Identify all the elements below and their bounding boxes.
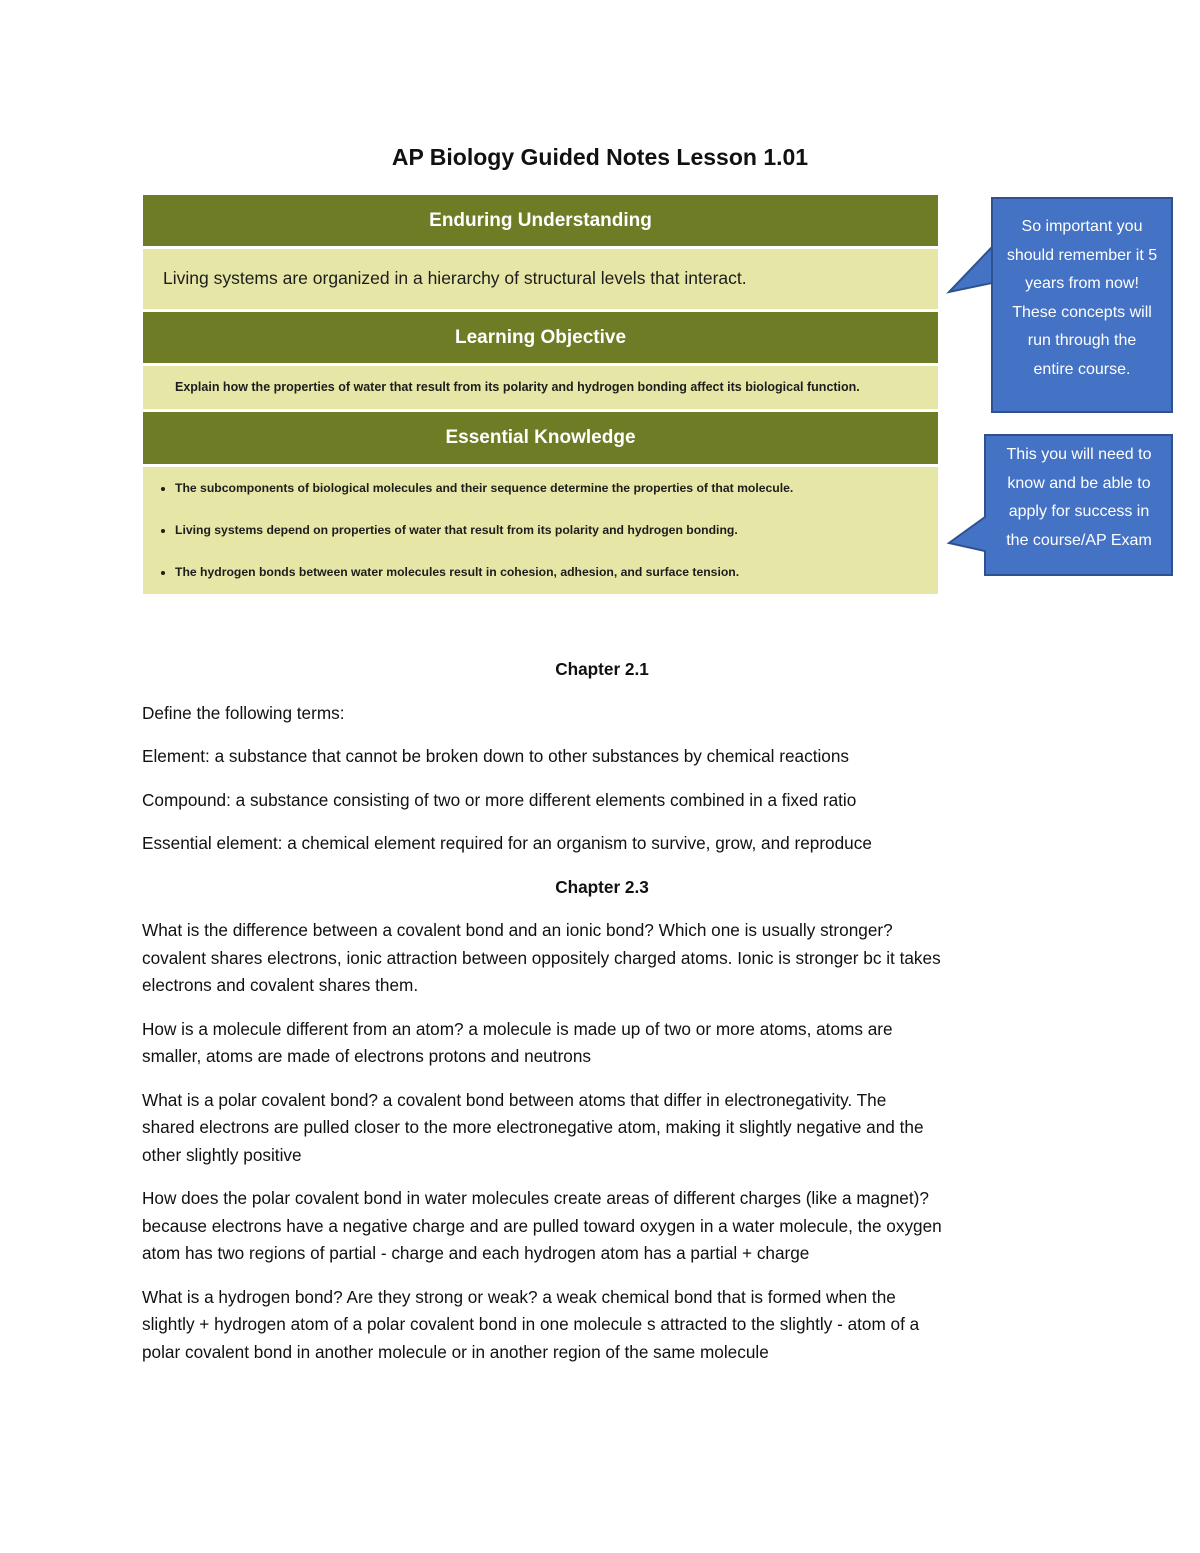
enduring-understanding-heading: Enduring Understanding bbox=[143, 195, 938, 249]
importance-callout bbox=[945, 195, 1175, 415]
enduring-understanding-text: Living systems are organized in a hierarchy of structural levels that interact. bbox=[143, 249, 938, 312]
curriculum-framework-table bbox=[143, 195, 938, 594]
chapter-heading: Chapter 2.1 bbox=[555, 659, 649, 679]
learning-objective-text: Explain how the properties of water that result from its polarity and hydrogen bonding affect its biological function. bbox=[143, 366, 938, 412]
callout-line: the course/AP Exam bbox=[1006, 531, 1152, 549]
answer-line: What is a polar covalent bond? a covalent bond between atoms that differ in electronegativity. The bbox=[142, 1089, 887, 1110]
callout-line: These concepts will bbox=[1012, 303, 1152, 321]
definition-compound: Compound: a substance consisting of two or more different elements combined in a fixed ratio bbox=[142, 789, 857, 810]
callout-line: run through the bbox=[1027, 332, 1137, 349]
answer-line: atom has two regions of partial - charge and each hydrogen atom has a partial + charge bbox=[142, 1243, 810, 1263]
page-title: AP Biology Guided Notes Lesson 1.01 bbox=[391, 144, 809, 170]
essential-knowledge-item: • Living systems depend on properties of water that result from its polarity and hydrogen bonding. bbox=[175, 519, 938, 561]
callout-line: entire course. bbox=[1033, 360, 1131, 378]
question-water-charges bbox=[142, 1185, 1062, 1268]
essential-knowledge-list bbox=[143, 467, 938, 594]
callout-line: should remember it 5 bbox=[1006, 246, 1158, 264]
answer-line: How does the polar covalent bond in water molecules create areas of different charges (like a magnet)? bbox=[142, 1188, 929, 1208]
essential-knowledge-item: • The hydrogen bonds between water molecules result in cohesion, adhesion, and surface tension. bbox=[175, 561, 938, 603]
exam-callout bbox=[945, 433, 1175, 578]
callout-line: apply for success in bbox=[1008, 503, 1150, 520]
essential-knowledge-heading: Essential Knowledge bbox=[143, 412, 938, 467]
callout-line: know and be able to bbox=[1007, 474, 1151, 492]
definition-element: Element: a substance that cannot be broken down to other substances by chemical reactions bbox=[142, 746, 850, 766]
callout-line: years from now! bbox=[1025, 275, 1139, 292]
answer-line: How is a molecule different from an atom? a molecule is made up of two or more atoms, atoms are bbox=[142, 1018, 893, 1039]
definition-essential-element: Essential element: a chemical element required for an organism to survive, grow, and reproduce bbox=[142, 833, 872, 853]
answer-line: What is the difference between a covalent bond and an ionic bond? Which one is usually stronger? bbox=[142, 920, 893, 940]
answer-line: What is a hydrogen bond? Are they strong or weak? a weak chemical bond that is formed when the bbox=[142, 1286, 896, 1307]
question-hydrogen-bond bbox=[142, 1284, 1062, 1367]
essential-knowledge-item: • The subcomponents of biological molecules and their sequence determine the properties of that molecule. bbox=[175, 477, 938, 519]
question-molecule-vs-atom bbox=[142, 1016, 1062, 1071]
answer-line: smaller, atoms are made of electrons protons and neutrons bbox=[142, 1046, 592, 1066]
callout-line: This you will need to bbox=[1006, 446, 1152, 463]
chapter-heading: Chapter 2.3 bbox=[555, 876, 649, 897]
learning-objective-heading: Learning Objective bbox=[143, 312, 938, 366]
answer-line: electrons and covalent shares them. bbox=[142, 975, 419, 995]
notes-body bbox=[142, 656, 1062, 1382]
question-covalent-vs-ionic bbox=[142, 917, 1062, 1000]
answer-line: because electrons have a negative charge and are pulled toward oxygen in a water molecule, the oxygen bbox=[142, 1215, 942, 1236]
define-prompt: Define the following terms: bbox=[142, 702, 345, 723]
answer-line: polar covalent bond in another molecule or in another region of the same molecule bbox=[142, 1341, 769, 1362]
answer-line: slightly + hydrogen atom of a polar covalent bond in one molecule s attracted to the slightly - atom of a bbox=[142, 1314, 920, 1334]
callout-line: So important you bbox=[1021, 218, 1143, 235]
answer-line: shared electrons are pulled closer to the more electronegative atom, making it slightly negative and the bbox=[142, 1117, 924, 1137]
answer-line: other slightly positive bbox=[142, 1144, 302, 1165]
answer-line: covalent shares electrons, ionic attraction between oppositely charged atoms. Ionic is stronger bc it takes bbox=[142, 947, 941, 968]
question-polar-covalent bbox=[142, 1087, 1062, 1170]
